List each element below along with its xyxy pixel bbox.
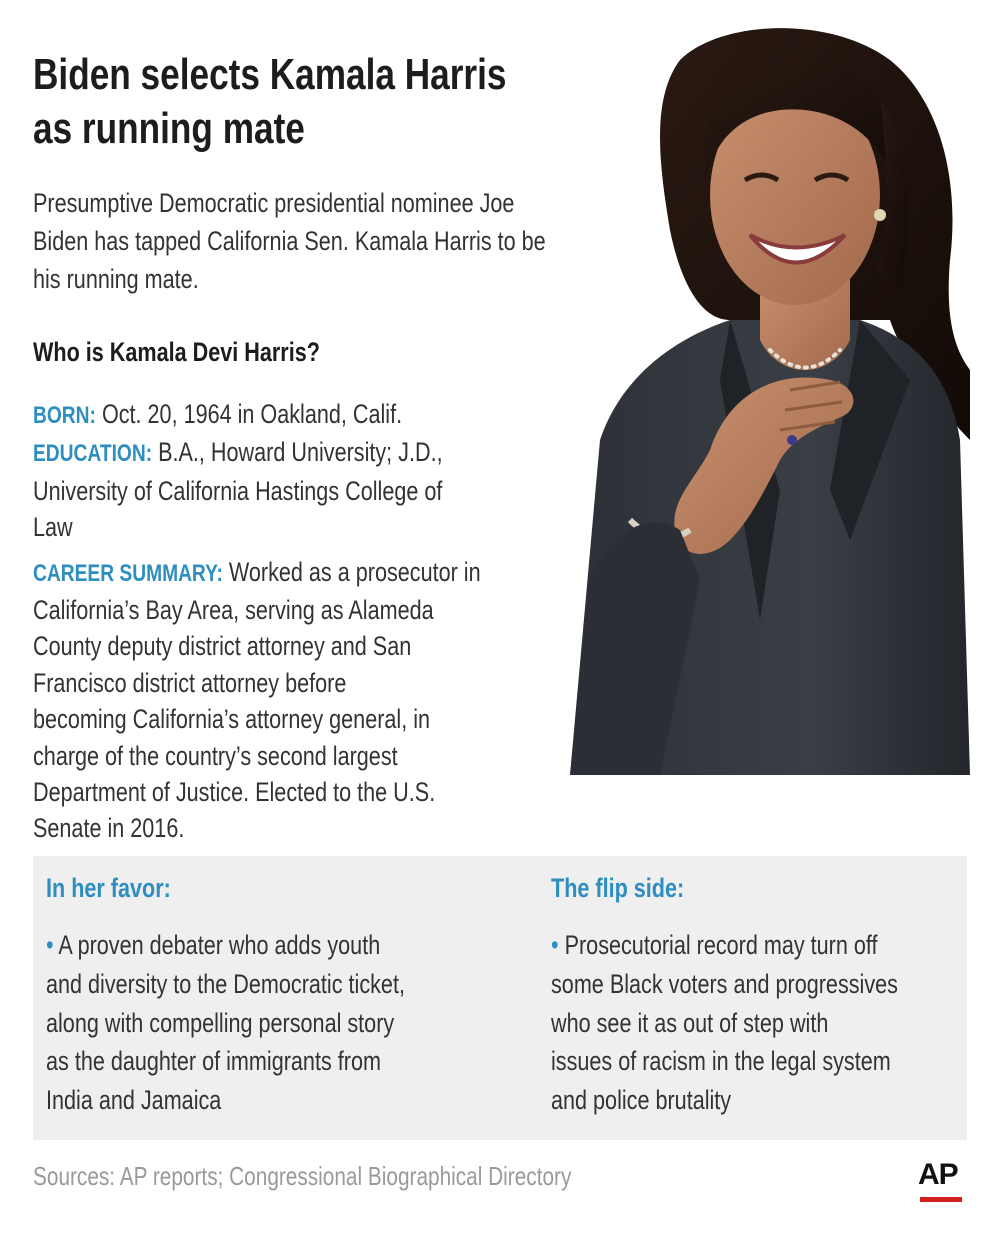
fact-text: Department of Justice. Elected to the U.S. [33,777,436,808]
fact-career [33,554,481,847]
fact-born [33,396,481,434]
portrait-photo [530,20,970,775]
bullet-icon: • [46,930,54,960]
fact-text: Francisco district attorney before [33,667,347,698]
bio-facts [33,396,481,847]
fact-label: CAREER SUMMARY: [33,559,223,587]
fact-text: California’s Bay Area, serving as Alameda [33,595,434,626]
fact-text: B.A., Howard University; J.D., [158,437,443,468]
fact-text: Oct. 20, 1964 in Oakland, Calif. [101,399,403,429]
favor-text: • A proven debater who adds youth and diversity to the Democratic ticket, along with compelling personal story as the daughter of immigrants from India and Jamaica [46,930,405,1116]
fact-text: Law [33,512,73,543]
fact-label: BORN: [33,402,96,429]
fact-education [33,434,481,545]
fact-text: charge of the country’s second largest [33,740,398,771]
intro-line: his running mate. [33,264,199,294]
fact-text: County deputy district attorney and San [33,631,412,662]
headline-line: Biden selects Kamala Harris [33,50,507,99]
intro-line: Biden has tapped California Sen. Kamala Harris to be [33,226,546,256]
sources-credit: Sources: AP reports; Congressional Biographical Directory [33,1161,572,1191]
fact-text: Worked as a prosecutor in [228,556,481,587]
fact-label: EDUCATION: [33,440,153,468]
pros-cons-panel [33,856,967,1140]
flip-text: • Prosecutorial record may turn off some Black voters and progressives who see it as out of step with issues of racism in the legal system and police brutality [551,930,898,1116]
section-subhead: Who is Kamala Devi Harris? [33,337,320,367]
ap-logo [918,1157,966,1203]
fact-text: University of California Hastings College of [33,475,443,506]
fact-text: Senate in 2016. [33,813,185,844]
flip-side-column [551,870,985,1120]
ap-logo-bar [920,1197,962,1202]
headline [33,48,506,156]
bullet-icon: • [551,930,559,960]
intro-line: Presumptive Democratic presidential nominee Joe [33,188,515,218]
intro-paragraph [33,184,546,298]
fact-text: becoming California’s attorney general, in [33,704,431,735]
flip-title: The flip side: [551,873,685,903]
favor-title: In her favor: [46,873,171,903]
in-her-favor-column [46,870,495,1120]
headline-line: as running mate [33,104,305,153]
ap-logo-text: AP [918,1158,958,1191]
